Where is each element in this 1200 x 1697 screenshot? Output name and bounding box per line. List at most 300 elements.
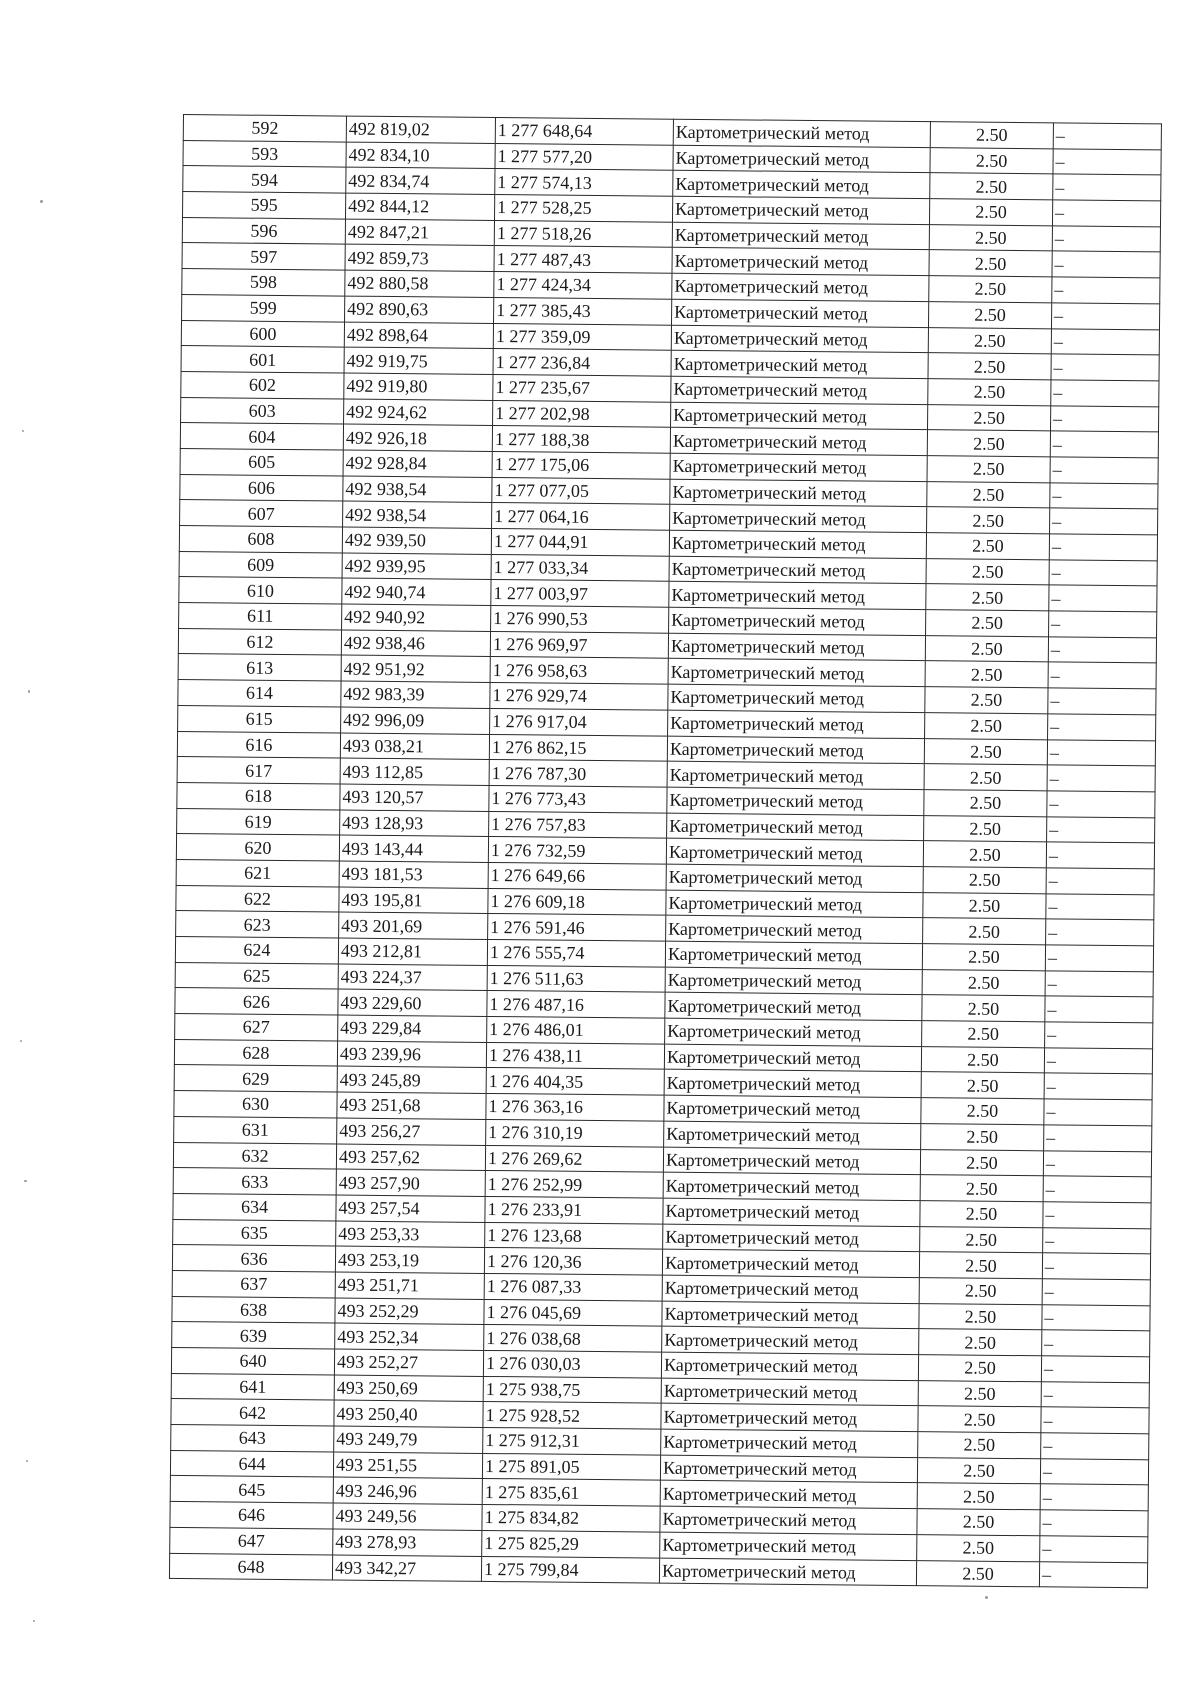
accuracy-cell: 2.50 xyxy=(926,610,1049,637)
description-cell: – xyxy=(1051,328,1159,355)
y-coordinate-cell: 1 275 938,75 xyxy=(483,1376,661,1403)
point-number-cell: 620 xyxy=(176,834,339,861)
x-coordinate-cell: 493 201,69 xyxy=(339,912,488,939)
accuracy-cell: 2.50 xyxy=(926,533,1049,560)
accuracy-cell: 2.50 xyxy=(923,892,1046,919)
x-coordinate-cell: 493 195,81 xyxy=(339,887,488,914)
y-coordinate-cell: 1 277 077,05 xyxy=(492,477,670,504)
y-coordinate-cell: 1 276 038,68 xyxy=(484,1325,662,1352)
point-number-cell: 623 xyxy=(176,911,339,938)
description-cell: – xyxy=(1048,688,1156,715)
x-coordinate-cell: 492 928,84 xyxy=(343,450,492,477)
method-cell: Картометрический метод xyxy=(667,761,924,789)
point-number-cell: 644 xyxy=(170,1450,333,1477)
x-coordinate-cell: 493 245,89 xyxy=(337,1066,486,1093)
x-coordinate-cell: 492 951,92 xyxy=(341,655,490,682)
point-number-cell: 618 xyxy=(177,782,340,809)
point-number-cell: 614 xyxy=(178,680,341,707)
accuracy-cell: 2.50 xyxy=(925,687,1048,714)
y-coordinate-cell: 1 276 732,59 xyxy=(488,837,666,864)
description-cell: – xyxy=(1042,1330,1150,1357)
x-coordinate-cell: 493 252,27 xyxy=(334,1349,483,1376)
y-coordinate-cell: 1 276 555,74 xyxy=(487,939,665,966)
x-coordinate-cell: 493 251,71 xyxy=(335,1272,484,1299)
accuracy-cell: 2.50 xyxy=(924,764,1047,791)
y-coordinate-cell: 1 276 929,74 xyxy=(490,683,668,710)
y-coordinate-cell: 1 277 648,64 xyxy=(495,117,673,144)
y-coordinate-cell: 1 277 235,67 xyxy=(493,374,671,401)
accuracy-cell: 2.50 xyxy=(930,122,1053,149)
accuracy-cell: 2.50 xyxy=(928,327,1051,354)
point-number-cell: 630 xyxy=(174,1091,337,1118)
accuracy-cell: 2.50 xyxy=(921,1046,1044,1073)
x-coordinate-cell: 493 250,69 xyxy=(334,1375,483,1402)
method-cell: Картометрический метод xyxy=(661,1429,918,1457)
method-cell: Картометрический метод xyxy=(672,299,929,327)
y-coordinate-cell: 1 277 385,43 xyxy=(494,297,672,324)
x-coordinate-cell: 492 819,02 xyxy=(346,116,495,143)
y-coordinate-cell: 1 275 834,82 xyxy=(482,1505,660,1532)
accuracy-cell: 2.50 xyxy=(926,584,1049,611)
y-coordinate-cell: 1 277 044,91 xyxy=(491,528,669,555)
y-coordinate-cell: 1 275 891,05 xyxy=(482,1453,660,1480)
description-cell: – xyxy=(1040,1536,1148,1563)
description-cell: – xyxy=(1046,868,1154,895)
scan-speck xyxy=(33,1620,35,1622)
method-cell: Картометрический метод xyxy=(669,556,926,584)
y-coordinate-cell: 1 275 825,29 xyxy=(482,1530,660,1557)
y-coordinate-cell: 1 276 233,91 xyxy=(485,1196,663,1223)
x-coordinate-cell: 493 128,93 xyxy=(340,810,489,837)
method-cell: Картометрический метод xyxy=(669,582,926,610)
method-cell: Картометрический метод xyxy=(664,1070,921,1098)
accuracy-cell: 2.50 xyxy=(925,635,1048,662)
x-coordinate-cell: 493 252,29 xyxy=(335,1298,484,1325)
accuracy-cell: 2.50 xyxy=(927,456,1050,483)
point-number-cell: 633 xyxy=(173,1168,336,1195)
accuracy-cell: 2.50 xyxy=(920,1226,1043,1253)
method-cell: Картометрический метод xyxy=(662,1301,919,1329)
accuracy-cell: 2.50 xyxy=(922,944,1045,971)
description-cell: – xyxy=(1051,303,1159,330)
method-cell: Картометрический метод xyxy=(665,1018,922,1046)
point-number-cell: 648 xyxy=(169,1553,332,1580)
description-cell: – xyxy=(1045,971,1153,998)
y-coordinate-cell: 1 276 773,43 xyxy=(489,785,667,812)
x-coordinate-cell: 492 844,12 xyxy=(346,193,495,220)
y-coordinate-cell: 1 277 424,34 xyxy=(494,272,672,299)
description-cell: – xyxy=(1045,945,1153,972)
y-coordinate-cell: 1 277 487,43 xyxy=(494,246,672,273)
accuracy-cell: 2.50 xyxy=(917,1483,1040,1510)
point-number-cell: 616 xyxy=(177,731,340,758)
y-coordinate-cell: 1 276 438,11 xyxy=(486,1042,664,1069)
x-coordinate-cell: 492 940,74 xyxy=(342,578,491,605)
accuracy-cell: 2.50 xyxy=(928,353,1051,380)
y-coordinate-cell: 1 276 969,97 xyxy=(490,631,668,658)
description-cell: – xyxy=(1050,482,1158,509)
y-coordinate-cell: 1 277 574,13 xyxy=(495,169,673,196)
x-coordinate-cell: 493 256,27 xyxy=(337,1118,486,1145)
description-cell: – xyxy=(1052,251,1160,278)
point-number-cell: 638 xyxy=(172,1296,335,1323)
point-number-cell: 599 xyxy=(182,294,345,321)
point-number-cell: 605 xyxy=(180,448,343,475)
accuracy-cell: 2.50 xyxy=(929,250,1052,277)
description-cell: – xyxy=(1049,585,1157,612)
scan-speck xyxy=(20,1040,22,1042)
description-cell: – xyxy=(1043,1176,1151,1203)
accuracy-cell: 2.50 xyxy=(926,558,1049,585)
accuracy-cell: 2.50 xyxy=(916,1560,1039,1587)
x-coordinate-cell: 493 251,55 xyxy=(333,1452,482,1479)
y-coordinate-cell: 1 276 591,46 xyxy=(488,914,666,941)
method-cell: Картометрический метод xyxy=(673,145,930,173)
description-cell: – xyxy=(1050,431,1158,458)
description-cell: – xyxy=(1051,380,1159,407)
accuracy-cell: 2.50 xyxy=(925,712,1048,739)
accuracy-cell: 2.50 xyxy=(919,1329,1042,1356)
point-number-cell: 602 xyxy=(181,371,344,398)
description-cell: – xyxy=(1051,354,1159,381)
x-coordinate-cell: 492 939,50 xyxy=(342,527,491,554)
x-coordinate-cell: 492 847,21 xyxy=(345,219,494,246)
description-cell: – xyxy=(1053,174,1161,201)
x-coordinate-cell: 492 924,62 xyxy=(344,399,493,426)
point-number-cell: 595 xyxy=(183,192,346,219)
method-cell: Картометрический метод xyxy=(671,402,928,430)
method-cell: Картометрический метод xyxy=(659,1558,916,1586)
method-cell: Картометрический метод xyxy=(664,1044,921,1072)
point-number-cell: 601 xyxy=(181,346,344,373)
accuracy-cell: 2.50 xyxy=(923,841,1046,868)
point-number-cell: 631 xyxy=(174,1116,337,1143)
x-coordinate-cell: 493 250,40 xyxy=(334,1400,483,1427)
description-cell: – xyxy=(1047,765,1155,792)
accuracy-cell: 2.50 xyxy=(928,379,1051,406)
method-cell: Картометрический метод xyxy=(663,1172,920,1200)
x-coordinate-cell: 493 249,56 xyxy=(333,1503,482,1530)
description-cell: – xyxy=(1046,842,1154,869)
point-number-cell: 613 xyxy=(178,654,341,681)
method-cell: Картометрический метод xyxy=(660,1506,917,1534)
y-coordinate-cell: 1 276 404,35 xyxy=(486,1068,664,1095)
y-coordinate-cell: 1 277 359,09 xyxy=(493,323,671,350)
x-coordinate-cell: 492 919,75 xyxy=(344,347,493,374)
method-cell: Картометрический метод xyxy=(666,864,923,892)
description-cell: – xyxy=(1041,1407,1149,1434)
method-cell: Картометрический метод xyxy=(668,710,925,738)
point-number-cell: 619 xyxy=(177,808,340,835)
description-cell: – xyxy=(1045,996,1153,1023)
description-cell: – xyxy=(1050,457,1158,484)
point-number-cell: 647 xyxy=(170,1527,333,1554)
description-cell: – xyxy=(1047,739,1155,766)
y-coordinate-cell: 1 276 363,16 xyxy=(486,1094,664,1121)
accuracy-cell: 2.50 xyxy=(924,790,1047,817)
description-cell: – xyxy=(1050,508,1158,535)
point-number-cell: 593 xyxy=(183,140,346,167)
point-number-cell: 612 xyxy=(178,628,341,655)
point-number-cell: 615 xyxy=(178,705,341,732)
accuracy-cell: 2.50 xyxy=(918,1380,1041,1407)
method-cell: Картометрический метод xyxy=(660,1532,917,1560)
accuracy-cell: 2.50 xyxy=(921,1072,1044,1099)
description-cell: – xyxy=(1040,1510,1148,1537)
x-coordinate-cell: 493 278,93 xyxy=(333,1529,482,1556)
method-cell: Картометрический метод xyxy=(671,350,928,378)
point-number-cell: 604 xyxy=(180,423,343,450)
point-number-cell: 611 xyxy=(179,603,342,630)
method-cell: Картометрический метод xyxy=(669,607,926,635)
y-coordinate-cell: 1 275 799,84 xyxy=(481,1556,659,1583)
description-cell: – xyxy=(1046,893,1154,920)
point-number-cell: 598 xyxy=(182,269,345,296)
point-number-cell: 621 xyxy=(176,859,339,886)
y-coordinate-cell: 1 276 487,16 xyxy=(487,991,665,1018)
point-number-cell: 628 xyxy=(174,1039,337,1066)
method-cell: Картометрический метод xyxy=(666,915,923,943)
description-cell: – xyxy=(1048,637,1156,664)
accuracy-cell: 2.50 xyxy=(917,1534,1040,1561)
x-coordinate-cell: 493 120,57 xyxy=(340,784,489,811)
y-coordinate-cell: 1 276 990,53 xyxy=(491,606,669,633)
accuracy-cell: 2.50 xyxy=(930,147,1053,174)
point-number-cell: 607 xyxy=(180,500,343,527)
point-number-cell: 637 xyxy=(172,1270,335,1297)
point-number-cell: 622 xyxy=(176,885,339,912)
accuracy-cell: 2.50 xyxy=(922,995,1045,1022)
accuracy-cell: 2.50 xyxy=(921,1098,1044,1125)
method-cell: Картометрический метод xyxy=(665,967,922,995)
description-cell: – xyxy=(1052,277,1160,304)
y-coordinate-cell: 1 276 310,19 xyxy=(486,1119,664,1146)
description-cell: – xyxy=(1044,1073,1152,1100)
point-number-cell: 632 xyxy=(173,1142,336,1169)
method-cell: Картометрический метод xyxy=(671,325,928,353)
x-coordinate-cell: 492 834,74 xyxy=(346,167,495,194)
accuracy-cell: 2.50 xyxy=(923,918,1046,945)
point-number-cell: 624 xyxy=(175,936,338,963)
method-cell: Картометрический метод xyxy=(667,787,924,815)
method-cell: Картометрический метод xyxy=(665,941,922,969)
y-coordinate-cell: 1 277 175,06 xyxy=(492,451,670,478)
method-cell: Картометрический метод xyxy=(661,1352,918,1380)
x-coordinate-cell: 493 181,53 xyxy=(339,861,488,888)
description-cell: – xyxy=(1052,200,1160,227)
point-number-cell: 641 xyxy=(171,1373,334,1400)
accuracy-cell: 2.50 xyxy=(922,1021,1045,1048)
point-number-cell: 640 xyxy=(171,1347,334,1374)
description-cell: – xyxy=(1044,1048,1152,1075)
y-coordinate-cell: 1 277 528,25 xyxy=(494,195,672,222)
description-cell: – xyxy=(1047,816,1155,843)
x-coordinate-cell: 493 212,81 xyxy=(338,938,487,965)
accuracy-cell: 2.50 xyxy=(923,867,1046,894)
y-coordinate-cell: 1 276 087,33 xyxy=(484,1273,662,1300)
point-number-cell: 610 xyxy=(179,577,342,604)
x-coordinate-cell: 493 253,19 xyxy=(335,1246,484,1273)
y-coordinate-cell: 1 275 912,31 xyxy=(483,1428,661,1455)
point-number-cell: 642 xyxy=(171,1399,334,1426)
method-cell: Картометрический метод xyxy=(671,376,928,404)
accuracy-cell: 2.50 xyxy=(927,481,1050,508)
y-coordinate-cell: 1 276 120,36 xyxy=(484,1248,662,1275)
point-number-cell: 608 xyxy=(179,525,342,552)
scan-speck xyxy=(26,1460,28,1462)
y-coordinate-cell: 1 276 030,03 xyxy=(483,1350,661,1377)
y-coordinate-cell: 1 276 787,30 xyxy=(489,760,667,787)
y-coordinate-cell: 1 276 252,99 xyxy=(485,1171,663,1198)
method-cell: Картометрический метод xyxy=(670,505,927,533)
method-cell: Картометрический метод xyxy=(667,736,924,764)
y-coordinate-cell: 1 277 236,84 xyxy=(493,349,671,376)
x-coordinate-cell: 492 983,39 xyxy=(341,681,490,708)
method-cell: Картометрический метод xyxy=(673,171,930,199)
description-cell: – xyxy=(1043,1202,1151,1229)
accuracy-cell: 2.50 xyxy=(920,1201,1043,1228)
y-coordinate-cell: 1 276 511,63 xyxy=(487,965,665,992)
y-coordinate-cell: 1 275 835,61 xyxy=(482,1479,660,1506)
method-cell: Картометрический метод xyxy=(660,1455,917,1483)
x-coordinate-cell: 493 342,27 xyxy=(332,1555,481,1582)
y-coordinate-cell: 1 277 518,26 xyxy=(494,220,672,247)
x-coordinate-cell: 492 898,64 xyxy=(344,322,493,349)
point-number-cell: 643 xyxy=(171,1425,334,1452)
point-number-cell: 617 xyxy=(177,757,340,784)
x-coordinate-cell: 493 229,60 xyxy=(338,989,487,1016)
x-coordinate-cell: 492 938,54 xyxy=(343,476,492,503)
method-cell: Картометрический метод xyxy=(661,1404,918,1432)
accuracy-cell: 2.50 xyxy=(927,507,1050,534)
x-coordinate-cell: 493 038,21 xyxy=(340,733,489,760)
accuracy-cell: 2.50 xyxy=(921,1123,1044,1150)
scan-speck xyxy=(985,1596,988,1599)
method-cell: Картометрический метод xyxy=(663,1224,920,1252)
accuracy-cell: 2.50 xyxy=(919,1252,1042,1279)
method-cell: Картометрический метод xyxy=(672,196,929,224)
x-coordinate-cell: 492 926,18 xyxy=(343,424,492,451)
method-cell: Картометрический метод xyxy=(673,119,930,147)
x-coordinate-cell: 493 251,68 xyxy=(337,1092,486,1119)
x-coordinate-cell: 492 890,63 xyxy=(345,296,494,323)
description-cell: – xyxy=(1047,791,1155,818)
accuracy-cell: 2.50 xyxy=(929,276,1052,303)
method-cell: Картометрический метод xyxy=(668,659,925,687)
x-coordinate-cell: 493 224,37 xyxy=(338,964,487,991)
x-coordinate-cell: 493 253,33 xyxy=(336,1221,485,1248)
description-cell: – xyxy=(1042,1304,1150,1331)
x-coordinate-cell: 493 229,84 xyxy=(338,1015,487,1042)
y-coordinate-cell: 1 277 033,34 xyxy=(491,554,669,581)
description-cell: – xyxy=(1041,1433,1149,1460)
description-cell: – xyxy=(1042,1279,1150,1306)
accuracy-cell: 2.50 xyxy=(917,1457,1040,1484)
description-cell: – xyxy=(1040,1459,1148,1486)
x-coordinate-cell: 493 257,90 xyxy=(336,1169,485,1196)
y-coordinate-cell: 1 277 577,20 xyxy=(495,143,673,170)
description-cell: – xyxy=(1041,1356,1149,1383)
point-number-cell: 626 xyxy=(175,988,338,1015)
method-cell: Картометрический метод xyxy=(668,633,925,661)
method-cell: Картометрический метод xyxy=(672,222,929,250)
accuracy-cell: 2.50 xyxy=(918,1432,1041,1459)
accuracy-cell: 2.50 xyxy=(917,1509,1040,1536)
method-cell: Картометрический метод xyxy=(661,1378,918,1406)
description-cell: – xyxy=(1040,1484,1148,1511)
method-cell: Картометрический метод xyxy=(662,1249,919,1277)
accuracy-cell: 2.50 xyxy=(928,404,1051,431)
scan-speck xyxy=(22,430,24,432)
x-coordinate-cell: 492 938,54 xyxy=(343,501,492,528)
coordinates-table xyxy=(169,114,1162,1589)
y-coordinate-cell: 1 277 188,38 xyxy=(492,426,670,453)
point-number-cell: 600 xyxy=(181,320,344,347)
point-number-cell: 603 xyxy=(181,397,344,424)
point-number-cell: 606 xyxy=(180,474,343,501)
accuracy-cell: 2.50 xyxy=(922,969,1045,996)
accuracy-cell: 2.50 xyxy=(927,430,1050,457)
point-number-cell: 609 xyxy=(179,551,342,578)
method-cell: Картометрический метод xyxy=(660,1481,917,1509)
y-coordinate-cell: 1 276 649,66 xyxy=(488,862,666,889)
method-cell: Картометрический метод xyxy=(670,427,927,455)
point-number-cell: 592 xyxy=(183,115,346,142)
point-number-cell: 627 xyxy=(175,1014,338,1041)
accuracy-cell: 2.50 xyxy=(930,173,1053,200)
x-coordinate-cell: 493 112,85 xyxy=(340,758,489,785)
y-coordinate-cell: 1 277 064,16 xyxy=(492,503,670,530)
x-coordinate-cell: 493 143,44 xyxy=(339,835,488,862)
accuracy-cell: 2.50 xyxy=(918,1406,1041,1433)
description-cell: – xyxy=(1049,534,1157,561)
method-cell: Картометрический метод xyxy=(670,453,927,481)
accuracy-cell: 2.50 xyxy=(920,1149,1043,1176)
x-coordinate-cell: 492 940,92 xyxy=(342,604,491,631)
x-coordinate-cell: 493 239,96 xyxy=(337,1041,486,1068)
y-coordinate-cell: 1 275 928,52 xyxy=(483,1402,661,1429)
point-number-cell: 645 xyxy=(170,1476,333,1503)
accuracy-cell: 2.50 xyxy=(924,815,1047,842)
x-coordinate-cell: 493 257,62 xyxy=(336,1144,485,1171)
x-coordinate-cell: 492 859,73 xyxy=(345,245,494,272)
x-coordinate-cell: 492 939,95 xyxy=(342,553,491,580)
x-coordinate-cell: 493 252,34 xyxy=(335,1323,484,1350)
accuracy-cell: 2.50 xyxy=(918,1355,1041,1382)
method-cell: Картометрический метод xyxy=(664,1121,921,1149)
scan-speck xyxy=(24,1180,27,1182)
description-cell: – xyxy=(1049,611,1157,638)
y-coordinate-cell: 1 276 609,18 xyxy=(488,888,666,915)
method-cell: Картометрический метод xyxy=(663,1147,920,1175)
method-cell: Картометрический метод xyxy=(664,1095,921,1123)
method-cell: Картометрический метод xyxy=(670,479,927,507)
y-coordinate-cell: 1 276 862,15 xyxy=(489,734,667,761)
accuracy-cell: 2.50 xyxy=(919,1278,1042,1305)
description-cell: – xyxy=(1045,1022,1153,1049)
accuracy-cell: 2.50 xyxy=(925,661,1048,688)
x-coordinate-cell: 493 246,96 xyxy=(333,1477,482,1504)
accuracy-cell: 2.50 xyxy=(919,1303,1042,1330)
point-number-cell: 639 xyxy=(172,1322,335,1349)
description-cell: – xyxy=(1043,1227,1151,1254)
y-coordinate-cell: 1 276 045,69 xyxy=(484,1299,662,1326)
scan-speck xyxy=(40,200,43,203)
description-cell: – xyxy=(1048,662,1156,689)
accuracy-cell: 2.50 xyxy=(924,738,1047,765)
x-coordinate-cell: 492 996,09 xyxy=(341,707,490,734)
point-number-cell: 646 xyxy=(170,1502,333,1529)
